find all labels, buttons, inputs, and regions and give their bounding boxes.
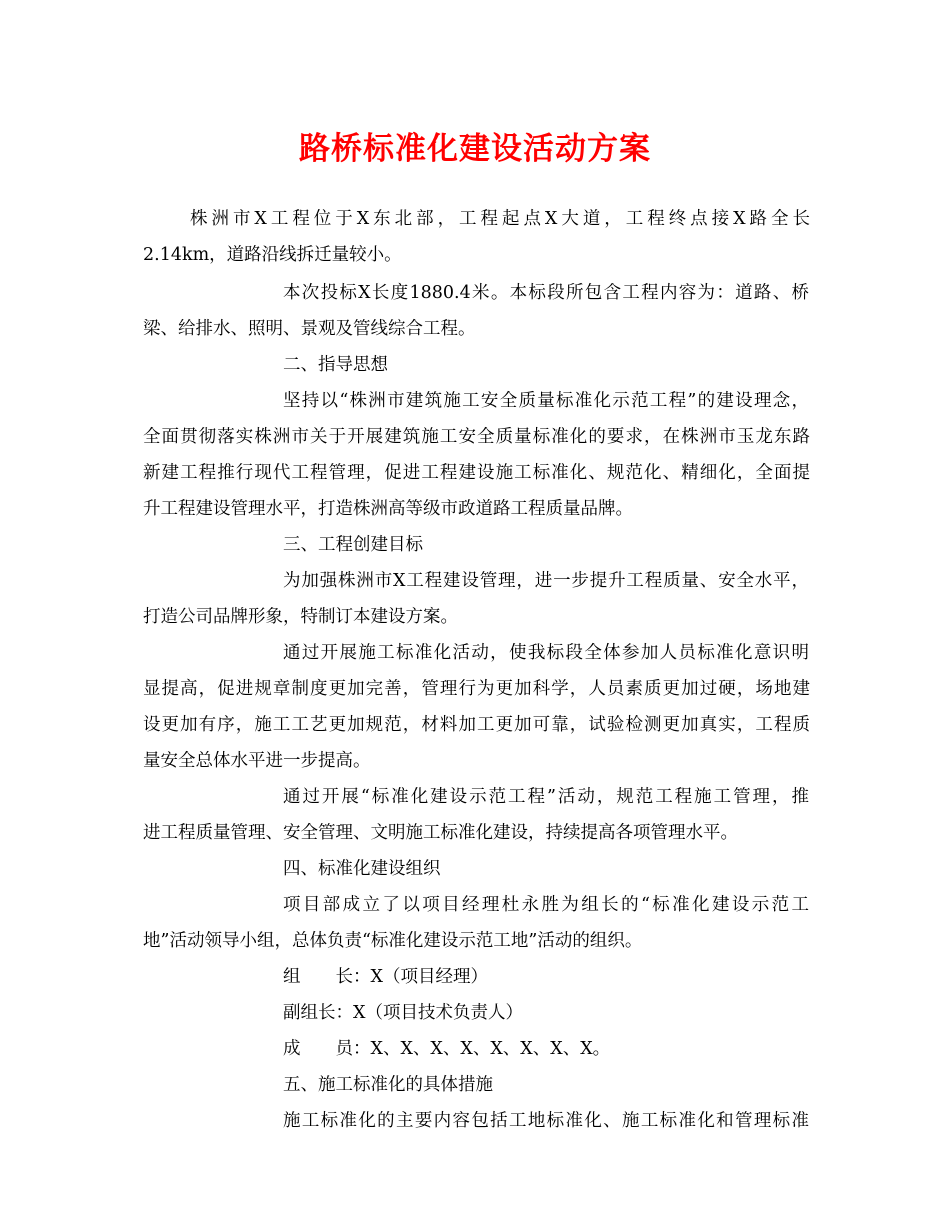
member-line-deputy: 副组长：X（项目技术负责人） [283,1003,523,1023]
paragraph-line: 2.14km，道路沿线拆迁量较小。 [143,245,402,265]
paragraph-line: 为加强株洲市X工程建设管理，进一步提升工程质量、安全水平， [283,571,809,591]
section-heading: 二、指导思想 [283,355,388,375]
paragraph-line: 全面贯彻落实株洲市关于开展建筑施工安全质量标准化的要求，在株洲市玉龙东路 [143,427,810,447]
paragraph-line: 新建工程推行现代工程管理，促进工程建设施工标准化、规范化、精细化，全面提 [143,463,810,483]
paragraph-line: 坚持以“株洲市建筑施工安全质量标准化示范工程”的建设理念， [283,391,809,411]
paragraph-line: 地”活动领导小组，总体负责“标准化建设示范工地”活动的组织。 [143,931,643,951]
paragraph-line: 通过开展“标准化建设示范工程”活动，规范工程施工管理，推 [283,787,809,807]
member-line-members: 成 员：X、X、X、X、X、X、X、X。 [283,1039,611,1059]
paragraph-line: 梁、给排水、照明、景观及管线综合工程。 [143,319,476,339]
member-line-leader: 组 长：X（项目经理） [283,967,488,987]
paragraph-line: 通过开展施工标准化活动，使我标段全体参加人员标准化意识明 [283,643,809,663]
paragraph-line: 打造公司品牌形象，特制订本建设方案。 [143,607,458,627]
section-heading: 四、标准化建设组织 [283,859,441,879]
paragraph-line: 进工程质量管理、安全管理、文明施工标准化建设，持续提高各项管理水平。 [143,823,738,843]
paragraph-line: 显提高，促进规章制度更加完善，管理行为更加科学，人员素质更加过硬，场地建 [143,679,810,699]
paragraph-line: 升工程建设管理水平，打造株洲高等级市政道路工程质量品牌。 [143,499,633,519]
paragraph-line: 施工标准化的主要内容包括工地标准化、施工标准化和管理标准 [283,1111,809,1131]
paragraph-line: 量安全总体水平进一步提高。 [143,751,371,771]
section-heading: 五、施工标准化的具体措施 [283,1075,493,1095]
paragraph-line: 设更加有序，施工工艺更加规范，材料加工更加可靠，试验检测更加真实，工程质 [143,715,810,735]
paragraph-line: 项目部成立了以项目经理杜永胜为组长的“标准化建设示范工 [283,895,809,915]
paragraph-line: 本次投标X长度1880.4米。本标段所包含工程内容为：道路、桥 [283,283,809,303]
section-heading: 三、工程创建目标 [283,535,423,555]
document-title: 路桥标准化建设活动方案 [299,131,651,167]
paragraph-line: 株洲市X工程位于X东北部，工程起点X大道，工程终点接X路全长 [190,209,810,229]
